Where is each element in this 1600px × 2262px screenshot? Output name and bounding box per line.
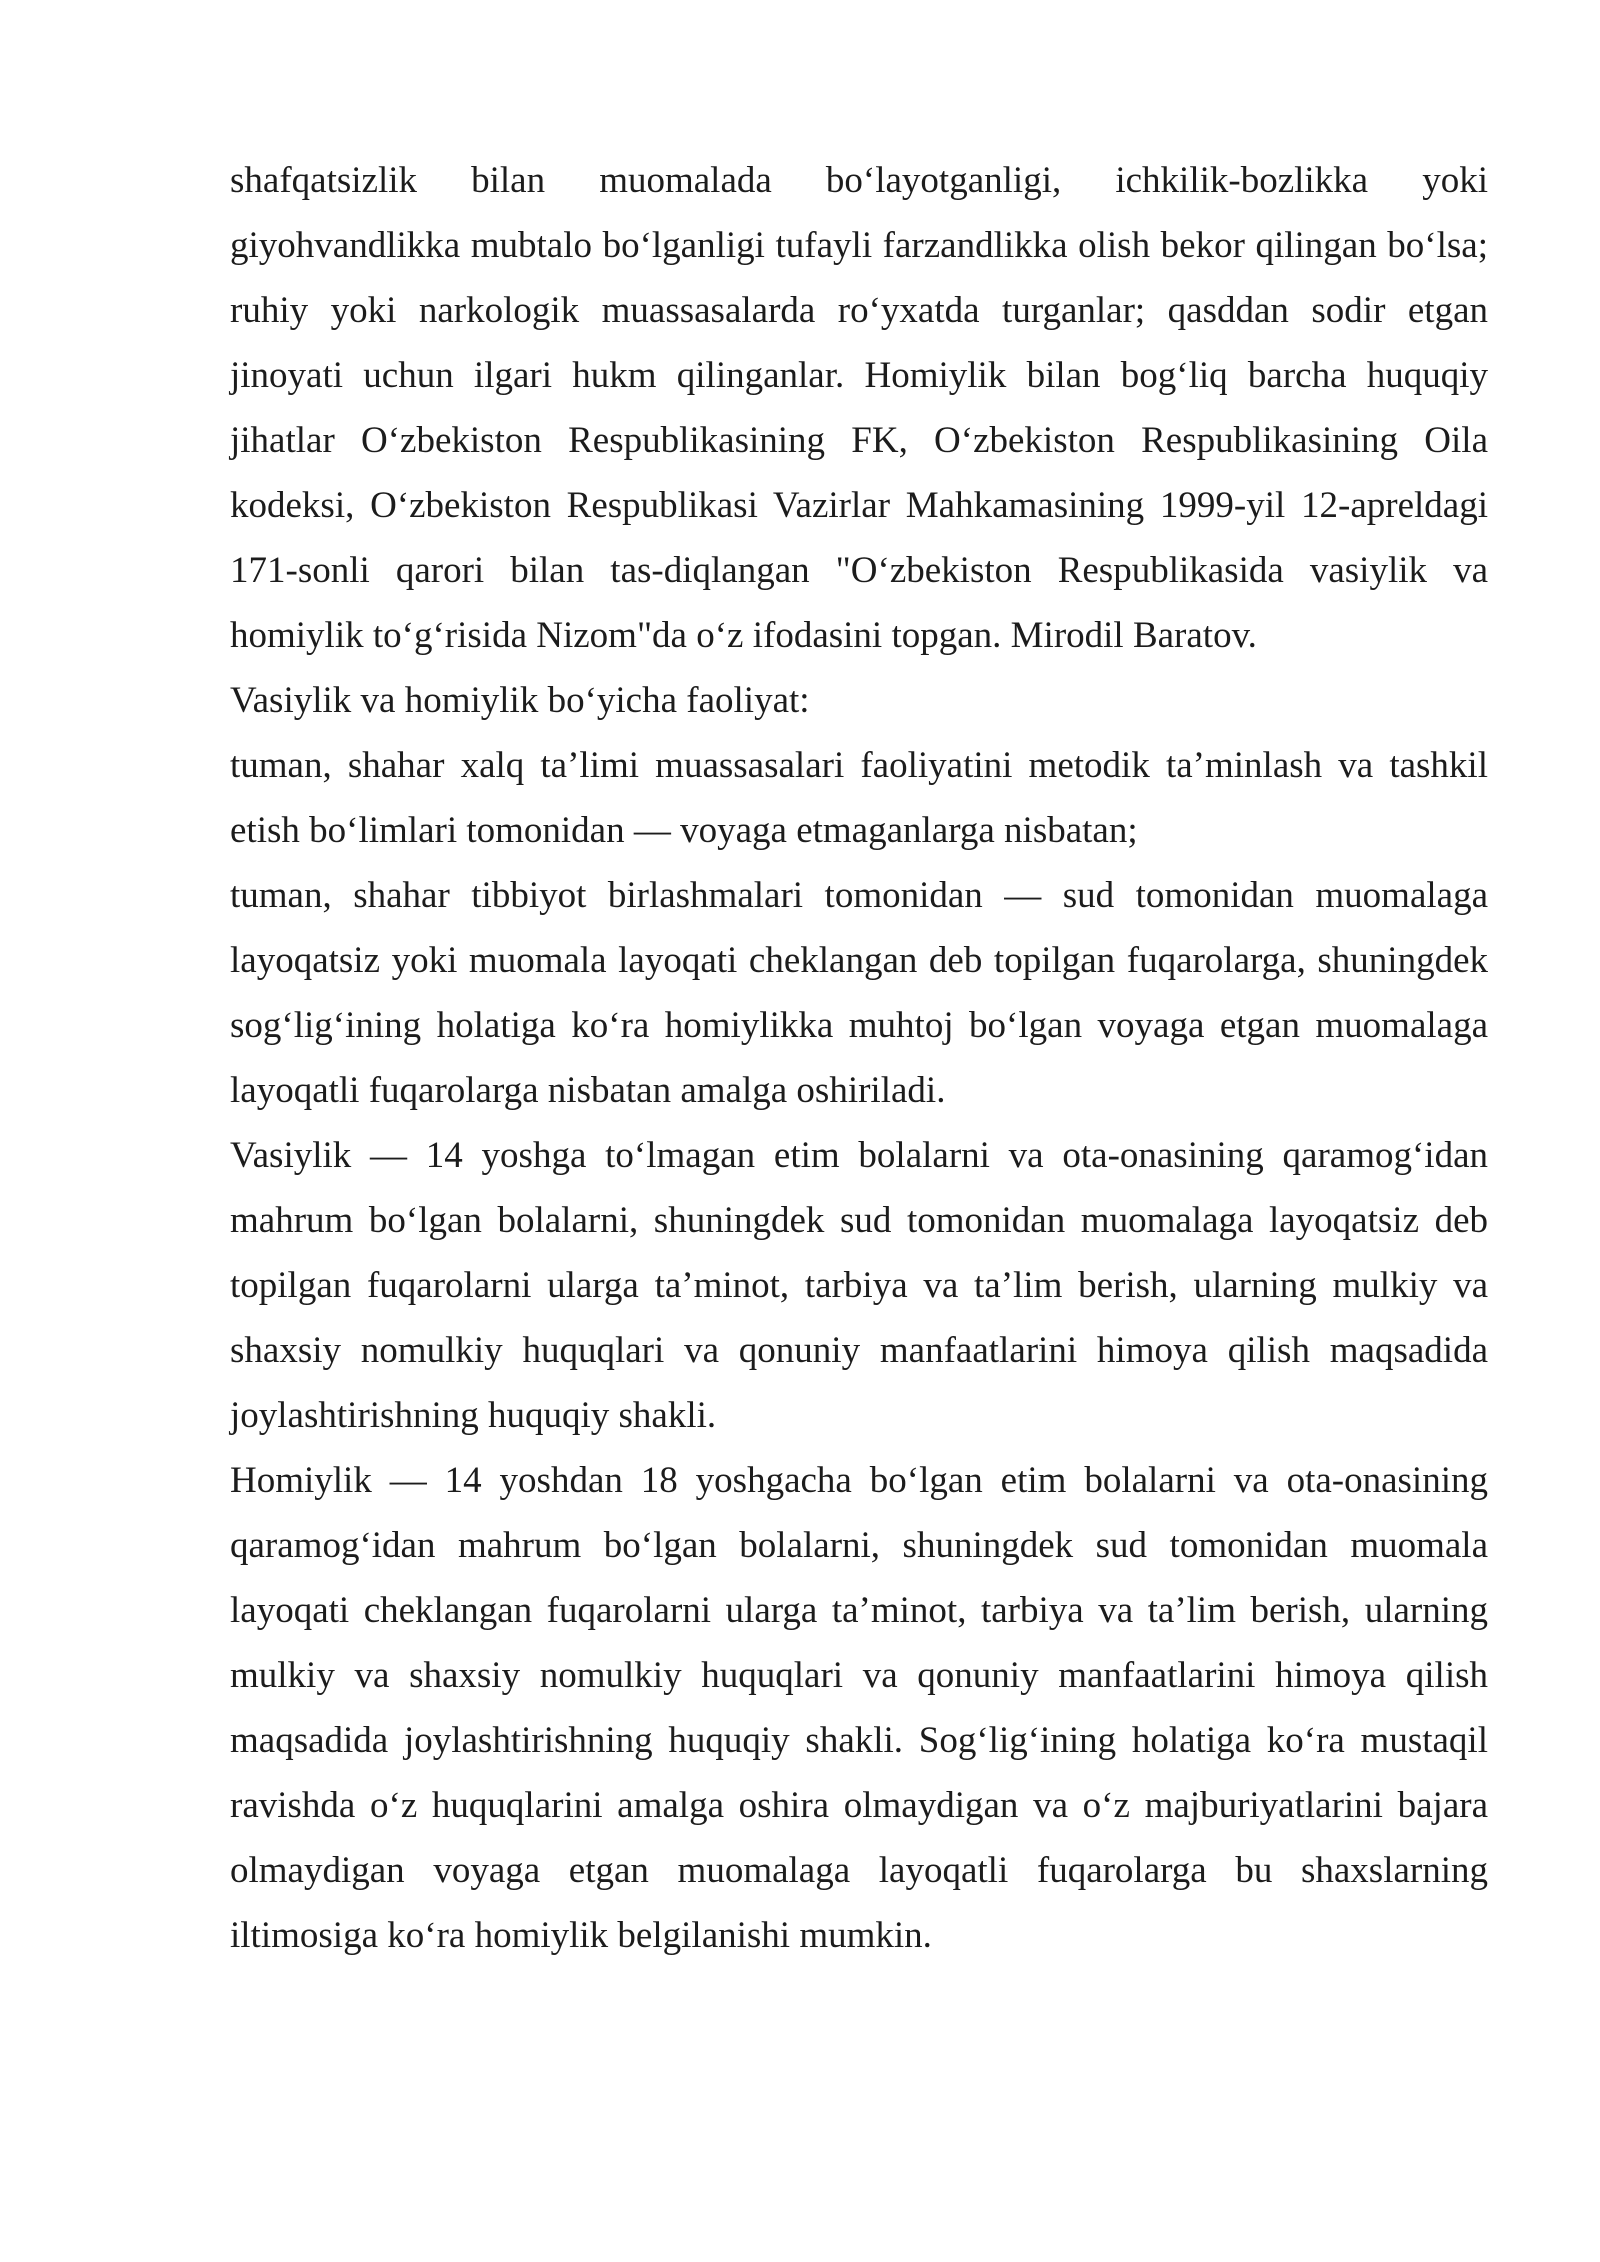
paragraph-activity-heading: Vasiylik va homiylik bo‘yicha faoliyat: [230,680,810,721]
paragraph-education-departments: tuman, shahar xalq ta’limi muassasalari faoliyatini metodik ta’minlash va tashkil etish bo‘limlari tomonidan — voyaga etmaganlarga nisbatan; [230,745,1488,851]
paragraph-medical-associations: tuman, shahar tibbiyot birlashmalari tomonidan — sud tomonidan muomalaga layoqatsiz yoki muomala layoqati cheklangan deb topilgan fuqarolarga, shuningdek sog‘lig‘ining holatiga ko‘ra homiylikka muhtoj bo‘lgan voyaga etgan muomalaga layoqatli fuqarolarga nisbatan amalga oshiriladi. [230,875,1488,1111]
paragraph-guardianship-restrictions: shafqatsizlik bilan muomalada bo‘layotganligi, ichkilik-bozlikka yoki giyohvandlikka mubtalo bo‘lganligi tufayli farzandlikka olish bekor qilingan bo‘lsa; ruhiy yoki narkologik muassasalarda ro‘yxatda turganlar; qasddan sodir etgan jinoyati uchun ilgari hukm qilinganlar. Homiylik bilan bog‘liq barcha huquqiy jihatlar O‘zbekiston Respublikasining FK, O‘zbekiston Respublikasining Oila kodeksi, O‘zbekiston Respublikasi Vazirlar Mahkamasining 1999-yil 12-apreldagi 171-sonli qarori bilan tas-diqlangan "O‘zbekiston Respublikasida vasiylik va homiylik to‘g‘risida Nizom"da o‘z ifodasini topgan. Mirodil Baratov. [230,160,1488,656]
document-body [230,148,1488,1968]
paragraph-homiylik-definition: Homiylik — 14 yoshdan 18 yoshgacha bo‘lgan etim bolalarni va ota-onasining qaramog‘idan mahrum bo‘lgan bolalarni, shuningdek sud tomonidan muomala layoqati cheklangan fuqarolarni ularga ta’minot, tarbiya va ta’lim berish, ularning mulkiy va shaxsiy nomulkiy huquqlari va qonuniy manfaatlarini himoya qilish maqsadida joylashtirishning huquqiy shakli. Sog‘lig‘ining holatiga ko‘ra mustaqil ravishda o‘z huquqlarini amalga oshira olmaydigan va o‘z majburiyatlarini bajara olmaydigan voyaga etgan muomalaga layoqatli fuqarolarga bu shaxslarning iltimosiga ko‘ra homiylik belgilanishi mumkin. [230,1460,1488,1956]
paragraph-vasiylik-definition: Vasiylik — 14 yoshga to‘lmagan etim bolalarni va ota-onasining qaramog‘idan mahrum bo‘lgan bolalarni, shuningdek sud tomonidan muomalaga layoqatsiz deb topilgan fuqarolarni ularga ta’minot, tarbiya va ta’lim berish, ularning mulkiy va shaxsiy nomulkiy huquqlari va qonuniy manfaatlarini himoya qilish maqsadida joylashtirishning huquqiy shakli. [230,1135,1488,1436]
